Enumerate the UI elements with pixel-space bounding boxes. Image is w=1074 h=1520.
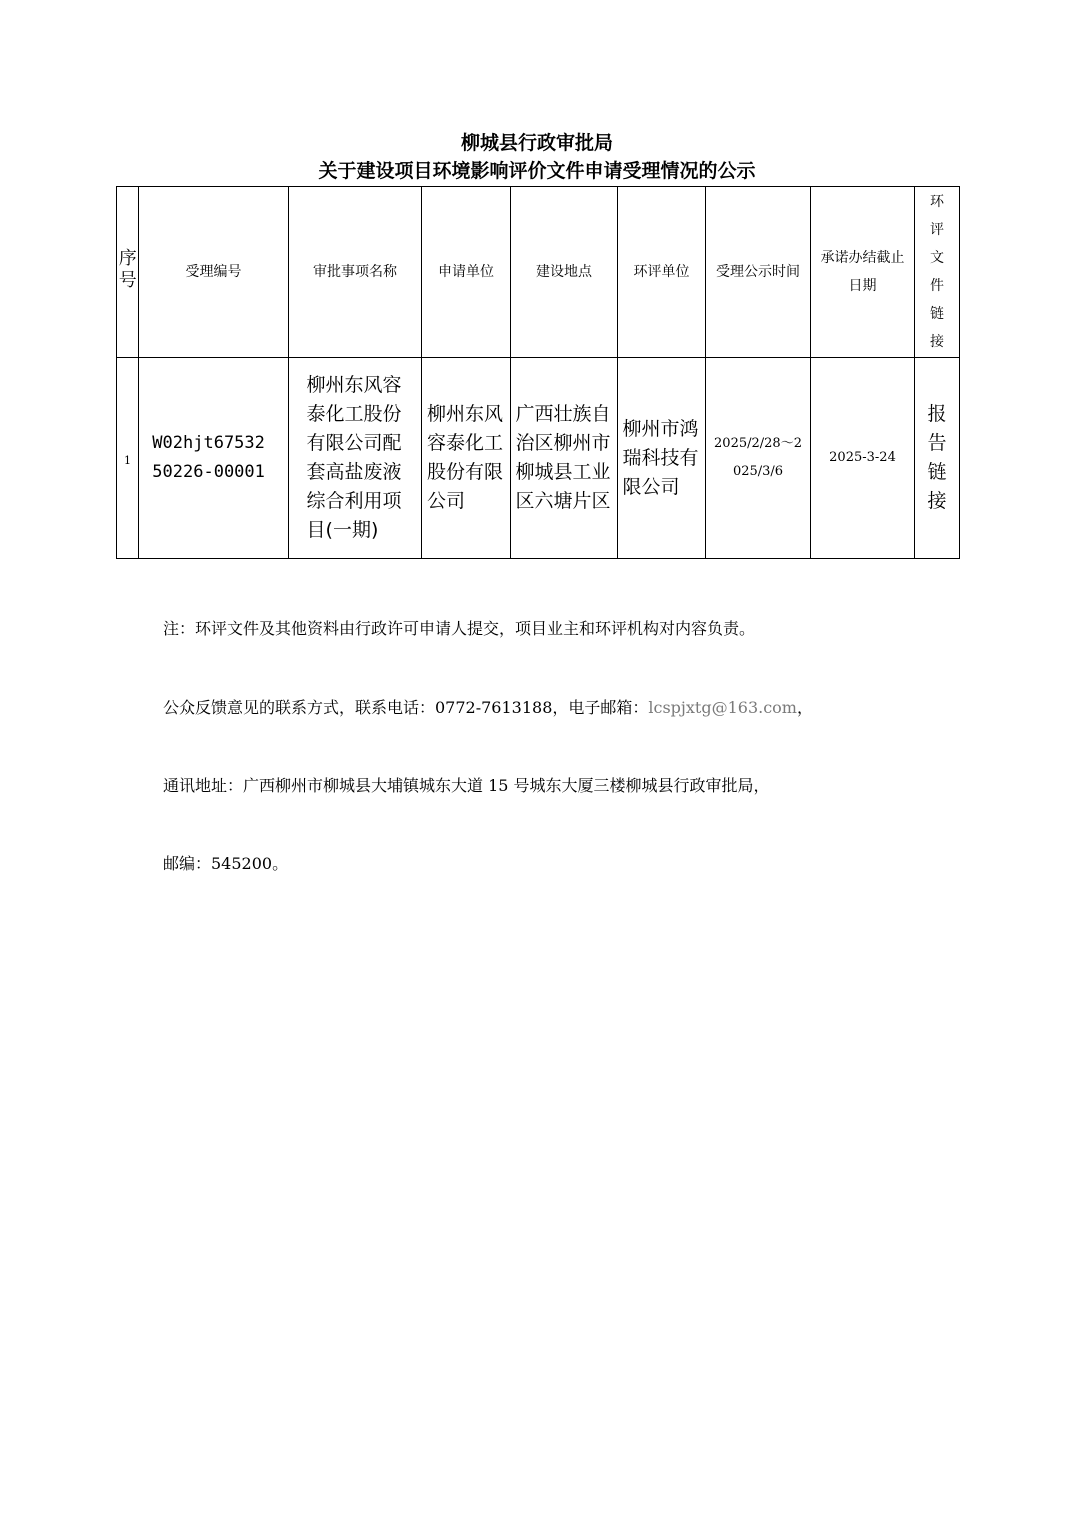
header-accept-no: 受理编号: [139, 187, 289, 358]
cell-seq: 1: [117, 358, 139, 559]
header-file-link: 环评文件链接: [915, 187, 960, 358]
cell-deadline: 2025-3-24: [811, 358, 915, 559]
header-eia-unit: 环评单位: [618, 187, 706, 358]
acceptance-table: [116, 186, 960, 559]
cell-public-time: 2025/2/28～2025/3/6: [706, 358, 811, 559]
cell-location: 广西壮族自治区柳州市柳城县工业区六塘片区: [511, 358, 618, 559]
contact-text: 公众反馈意见的联系方式，联系电话：0772-7613188，电子邮箱：: [163, 698, 649, 717]
contact-email[interactable]: lcspjxtg@163.com: [648, 698, 797, 717]
table-header-row: [117, 187, 960, 358]
cell-eia-unit: 柳州市鸿瑞科技有限公司: [618, 358, 706, 559]
header-location: 建设地点: [511, 187, 618, 358]
page-title-line-1: 柳城县行政审批局: [460, 132, 613, 154]
header-seq: 序号: [117, 187, 139, 358]
cell-item-name: 柳州东风容泰化工股份有限公司配套高盐废液综合利用项目(一期): [289, 358, 422, 559]
contact-suffix: ，: [796, 698, 813, 717]
cell-accept-no: W02hjt6753250226-00001: [139, 358, 289, 559]
table-row: [117, 358, 960, 559]
page-title-line-2: 关于建设项目环境影响评价文件申请受理情况的公示: [318, 160, 756, 182]
header-public-time: 受理公示时间: [706, 187, 811, 358]
header-deadline: 承诺办结截止日期: [811, 187, 915, 358]
cell-applicant: 柳州东风容泰化工股份有限公司: [422, 358, 511, 559]
cell-file-link[interactable]: [915, 358, 960, 559]
header-item-name: 审批事项名称: [289, 187, 422, 358]
note-address: 通讯地址：广西柳州市柳城县大埔镇城东大道 15 号城东大厦三楼柳城县行政审批局，: [163, 776, 770, 795]
note-contact: [163, 697, 813, 719]
note-responsibility: 注：环评文件及其他资料由行政许可申请人提交，项目业主和环评机构对内容负责。: [163, 619, 756, 638]
note-postcode: 邮编：545200。: [163, 854, 289, 873]
header-applicant: 申请单位: [422, 187, 511, 358]
report-link[interactable]: 报告链接: [927, 403, 947, 512]
